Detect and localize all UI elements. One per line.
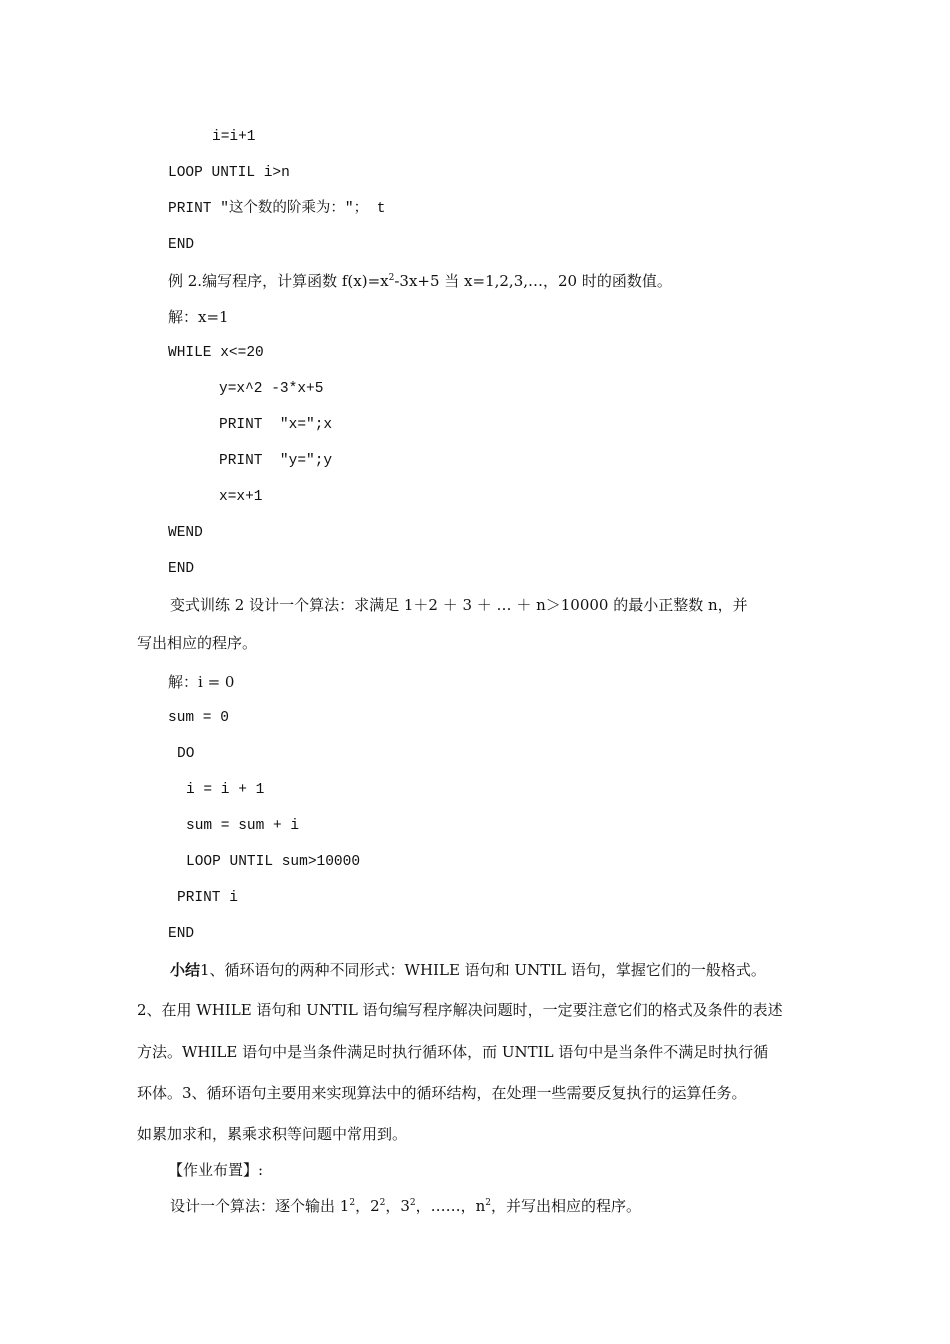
summary-label: 小结 [170, 961, 201, 979]
code-line: y=x^2 -3*x+5 [219, 381, 324, 397]
code-line: PRINT "x=";x [219, 417, 333, 433]
code-line: LOOP UNTIL i>n [168, 165, 290, 181]
code-line: PRINT i [177, 890, 238, 906]
code-line: x=x+1 [219, 489, 263, 505]
code-line: END [168, 926, 195, 942]
code-line: LOOP UNTIL sum>10000 [186, 854, 361, 870]
summary-line-2: 2、在用 WHILE 语句和 UNTIL 语句编写程序解决问题时，一定要注意它们的格式及条件的表述 [137, 1001, 783, 1019]
code-line: sum = 0 [168, 710, 229, 726]
summary-line-3: 方法。WHILE 语句中是当条件满足时执行循环体，而 UNTIL 语句中是当条件不满足时执行循 [137, 1043, 769, 1061]
code-line: i=i+1 [212, 129, 256, 145]
code-line: WEND [168, 525, 203, 541]
summary-line-4: 环体。3、循环语句主要用来实现算法中的循环结构，在处理一些需要反复执行的运算任务。 [137, 1084, 747, 1102]
code-line: sum = sum + i [186, 818, 300, 834]
code-line: END [168, 237, 195, 253]
code-line: i = i + 1 [186, 782, 265, 798]
summary-line-1: 小结1、循环语句的两种不同形式：WHILE 语句和 UNTIL 语句，掌握它们的一般格式。 [170, 961, 766, 979]
example-2-statement: 例 2.编写程序，计算函数 $f(x)=x^2-3x+5$ 当 x=1,2,3,…，20 时的函数值。 [168, 272, 672, 290]
homework-title: 【作业布置】: [168, 1161, 264, 1179]
code-line: DO [177, 746, 195, 762]
solution-line: 解：i = 0 [168, 673, 235, 691]
exercise-line-2: 写出相应的程序。 [137, 634, 258, 652]
code-line: WHILE x<=20 [168, 345, 264, 361]
homework-text: 设计一个算法：逐个输出 $1^2$，$2^2$，$3^2$，……，$n^2$，并写出相应的程序。 [170, 1197, 642, 1215]
exercise-line-1: 变式训练 2 设计一个算法：求满足 1＋2 ＋ 3 ＋ … ＋ n＞10000 的最小正整数 n，并 [170, 596, 748, 614]
code-line: PRINT "这个数的阶乘为："； t [168, 201, 386, 217]
code-line: END [168, 561, 195, 577]
code-line: PRINT "y=";y [219, 453, 333, 469]
summary-line-5: 如累加求和，累乘求积等问题中常用到。 [137, 1125, 408, 1143]
solution-line: 解：x=1 [168, 308, 229, 326]
